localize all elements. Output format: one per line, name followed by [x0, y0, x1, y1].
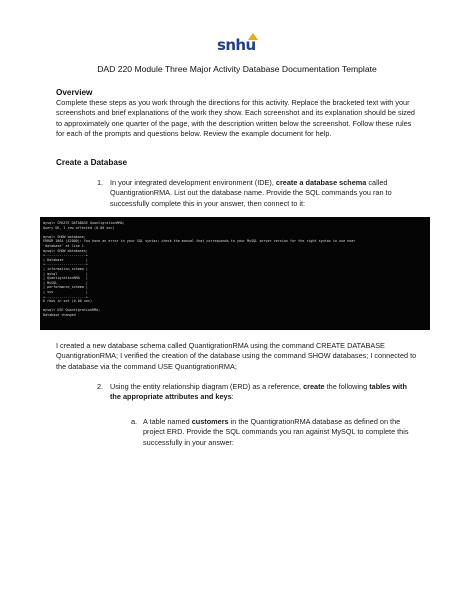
step-2a-text: [143, 417, 419, 448]
step-2a-text-bold: customers: [191, 417, 229, 426]
terminal-line: mysql> SHOW database;: [43, 234, 86, 239]
terminal-line: | mysql |: [43, 271, 88, 276]
terminal-line: Database changed: [43, 313, 76, 317]
create-database-heading: Create a Database: [56, 158, 127, 167]
step-2a-text-pre: A table named: [143, 417, 192, 426]
step-1: [0, 178, 474, 210]
terminal-line: mysql> CREATE DATABASE QuantigrationRMA;: [43, 221, 125, 225]
step-2-text: [110, 382, 418, 403]
terminal-line: mysql> SHOW databases;: [43, 248, 88, 253]
snhu-logo: [214, 33, 260, 55]
terminal-line: | MySQL |: [43, 280, 88, 285]
terminal-line: | performance_schema |: [43, 285, 88, 290]
step-2: [0, 382, 474, 404]
step-2-number: 2.: [97, 382, 104, 391]
step-2-text-bold-1: create: [303, 382, 325, 391]
terminal-line: | sys |: [43, 290, 88, 294]
create-database-explanation: I created a new database schema called QuantigrationRMA using the command CREATE DATABASE QuantigrationRMA; I verified the creation of the database using the command SHOW databases; I connected to the database via the command USE QuantigrationRMA;: [56, 341, 417, 371]
step-2-text-mid: the following: [324, 382, 370, 391]
overview-heading: Overview: [56, 88, 93, 97]
terminal-line: | information_schema |: [43, 267, 88, 271]
overview-body: Complete these steps as you work through the directions for this activity. Replace the bracketed text with your screenshots and brief explanations of the work they show. Each screenshot and its explanation should be sized to approximately one quarter of the page, with the description written below the screenshot. Follow these rules for each of the prompts and questions below. Review the example document for help.: [56, 98, 415, 139]
step-1-text-post: called QuantigrationRMA. List out the database name. Provide the SQL commands you ran to successfully complete this in your answer, then connect to it:: [110, 178, 392, 208]
terminal-line: Query OK, 1 row affected (0.00 sec): [43, 225, 115, 230]
terminal-line: mysql> USE QuantigrationRMA;: [43, 308, 101, 313]
logo-wordmark: snhu: [217, 36, 256, 54]
terminal-line: ERROR 1064 (42000): You have an error in your SQL syntax; check the manual that corresponds to your MySQL server version for the right syntax to use near: [43, 239, 356, 244]
step-1-text-bold: create a database schema: [275, 178, 367, 187]
step-1-text-pre: In your integrated development environment (IDE),: [110, 178, 276, 187]
step-2a: [0, 417, 474, 451]
step-2a-text-post: in the QuantigrationRMA database as defined on the project ERD. Provide the SQL commands you ran against MySQL to complete this successfully in your answer:: [143, 417, 409, 447]
step-1-number: 1.: [97, 178, 104, 187]
terminal-line: +--------------------+: [43, 294, 88, 299]
document-title: DAD 220 Module Three Major Activity Database Documentation Template: [97, 64, 377, 74]
step-2-text-bold-2: tables with the appropriate attributes and keys: [110, 382, 407, 402]
terminal-screenshot: [40, 217, 430, 330]
terminal-line: 6 rows in set (0.00 sec): [43, 299, 92, 304]
terminal-line: +--------------------+: [43, 262, 88, 267]
terminal-line: | QuantigrationRMA |: [43, 276, 88, 281]
step-2-text-pre: Using the entity relationship diagram (ERD) as a reference,: [110, 382, 304, 391]
terminal-line: | Database |: [43, 257, 88, 262]
terminal-line: 'database' at line 1: [43, 244, 84, 248]
step-1-text: [110, 178, 418, 209]
step-2-text-post: :: [231, 392, 234, 402]
logo-triangle-icon: [248, 33, 258, 40]
step-2a-letter: a.: [131, 417, 138, 426]
terminal-line: +--------------------+: [43, 253, 88, 258]
